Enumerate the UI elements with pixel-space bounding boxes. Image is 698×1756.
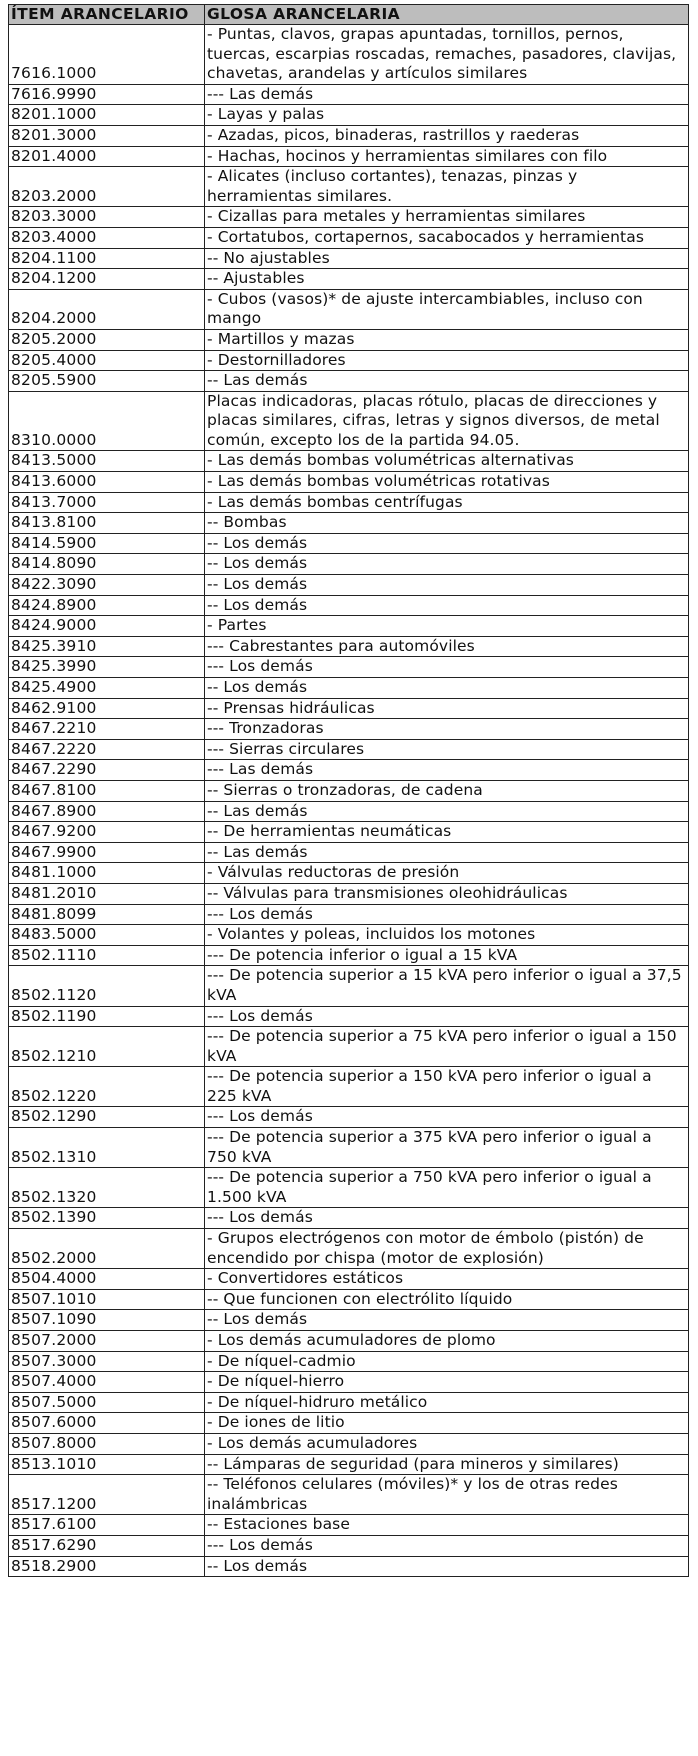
table-row	[9, 1168, 689, 1208]
table-row	[9, 575, 689, 596]
item-code-cell: 8414.8090	[9, 554, 205, 575]
description-cell: - Las demás bombas volumétricas rotativas	[205, 472, 689, 493]
item-code-cell: 8483.5000	[9, 925, 205, 946]
item-code-cell: 8425.3910	[9, 636, 205, 657]
description-cell: --- Los demás	[205, 1006, 689, 1027]
description-cell: - Puntas, clavos, grapas apuntadas, tornillos, pernos, tuercas, escarpias roscadas, remaches, pasadores, clavijas, chavetas, arandelas y artículos similares	[205, 25, 689, 85]
item-code-cell: 8424.8900	[9, 595, 205, 616]
description-cell: -- Válvulas para transmisiones oleohidráulicas	[205, 883, 689, 904]
item-code-cell: 8467.2290	[9, 760, 205, 781]
description-cell: -- Las demás	[205, 371, 689, 392]
table-row	[9, 904, 689, 925]
description-cell: - Martillos y mazas	[205, 329, 689, 350]
description-cell: - Cizallas para metales y herramientas similares	[205, 207, 689, 228]
table-row	[9, 616, 689, 637]
item-code-cell: 8201.4000	[9, 146, 205, 167]
item-code-cell: 8502.1220	[9, 1067, 205, 1107]
table-row	[9, 966, 689, 1006]
description-cell: - De iones de litio	[205, 1413, 689, 1434]
item-code-cell: 8481.8099	[9, 904, 205, 925]
description-cell: -- De herramientas neumáticas	[205, 822, 689, 843]
table-row	[9, 1351, 689, 1372]
table-row	[9, 269, 689, 290]
description-cell: - De níquel-cadmio	[205, 1351, 689, 1372]
table-row	[9, 125, 689, 146]
item-code-cell: 8507.1090	[9, 1310, 205, 1331]
table-row	[9, 227, 689, 248]
item-code-cell: 8502.2000	[9, 1229, 205, 1269]
table-row	[9, 84, 689, 105]
description-cell: - Válvulas reductoras de presión	[205, 863, 689, 884]
table-row	[9, 1128, 689, 1168]
description-cell: --- De potencia inferior o igual a 15 kVA	[205, 945, 689, 966]
table-row	[9, 1208, 689, 1229]
item-code-cell: 8502.1310	[9, 1128, 205, 1168]
item-code-cell: 8203.4000	[9, 227, 205, 248]
description-cell: - De níquel-hierro	[205, 1372, 689, 1393]
description-cell: - Cubos (vasos)* de ajuste intercambiables, incluso con mango	[205, 289, 689, 329]
table-row	[9, 925, 689, 946]
item-code-cell: 8507.2000	[9, 1331, 205, 1352]
description-cell: -- Los demás	[205, 575, 689, 596]
description-cell: -- Estaciones base	[205, 1515, 689, 1536]
item-code-cell: 8204.2000	[9, 289, 205, 329]
description-cell: --- Los demás	[205, 1535, 689, 1556]
table-row	[9, 945, 689, 966]
description-cell: --- Las demás	[205, 84, 689, 105]
tariff-document	[8, 4, 688, 1577]
table-row	[9, 248, 689, 269]
table-row	[9, 801, 689, 822]
description-cell: --- De potencia superior a 15 kVA pero inferior o igual a 37,5 kVA	[205, 966, 689, 1006]
item-code-cell: 8481.2010	[9, 883, 205, 904]
table-row	[9, 329, 689, 350]
description-cell: - Los demás acumuladores de plomo	[205, 1331, 689, 1352]
item-code-cell: 8201.3000	[9, 125, 205, 146]
description-cell: --- De potencia superior a 75 kVA pero inferior o igual a 150 kVA	[205, 1027, 689, 1067]
item-code-cell: 8481.1000	[9, 863, 205, 884]
description-cell: --- De potencia superior a 375 kVA pero inferior o igual a 750 kVA	[205, 1128, 689, 1168]
table-row	[9, 698, 689, 719]
description-cell: --- Cabrestantes para automóviles	[205, 636, 689, 657]
description-cell: -- Los demás	[205, 1310, 689, 1331]
item-code-cell: 8201.1000	[9, 105, 205, 126]
item-code-cell: 8518.2900	[9, 1556, 205, 1577]
item-code-cell: 8507.6000	[9, 1413, 205, 1434]
item-code-cell: 8204.1100	[9, 248, 205, 269]
item-code-cell: 8502.1190	[9, 1006, 205, 1027]
description-cell: - Cortatubos, cortapernos, sacabocados y herramientas	[205, 227, 689, 248]
item-code-cell: 8502.1290	[9, 1107, 205, 1128]
table-row	[9, 1027, 689, 1067]
description-cell: --- Las demás	[205, 760, 689, 781]
table-row	[9, 636, 689, 657]
item-code-cell: 8205.2000	[9, 329, 205, 350]
description-cell: - De níquel-hidruro metálico	[205, 1392, 689, 1413]
table-row	[9, 739, 689, 760]
table-row	[9, 719, 689, 740]
item-code-cell: 8507.3000	[9, 1351, 205, 1372]
item-code-cell: 8413.6000	[9, 472, 205, 493]
table-row	[9, 350, 689, 371]
item-code-cell: 8205.5900	[9, 371, 205, 392]
table-row	[9, 883, 689, 904]
description-cell: --- Los demás	[205, 1107, 689, 1128]
item-code-cell: 8517.6100	[9, 1515, 205, 1536]
description-cell: - Hachas, hocinos y herramientas similares con filo	[205, 146, 689, 167]
table-row	[9, 863, 689, 884]
item-code-cell: 8507.1010	[9, 1289, 205, 1310]
description-cell: -- Lámparas de seguridad (para mineros y similares)	[205, 1454, 689, 1475]
item-code-cell: 8425.3990	[9, 657, 205, 678]
table-row	[9, 533, 689, 554]
description-cell: --- Los demás	[205, 904, 689, 925]
item-code-cell: 8502.1110	[9, 945, 205, 966]
description-cell: -- Que funcionen con electrólito líquido	[205, 1289, 689, 1310]
table-row	[9, 371, 689, 392]
description-cell: --- Los demás	[205, 1208, 689, 1229]
description-cell: -- Los demás	[205, 595, 689, 616]
table-row	[9, 595, 689, 616]
description-cell: --- Tronzadoras	[205, 719, 689, 740]
description-cell: --- Los demás	[205, 657, 689, 678]
description-cell: -- Teléfonos celulares (móviles)* y los de otras redes inalámbricas	[205, 1475, 689, 1515]
item-code-cell: 8517.1200	[9, 1475, 205, 1515]
table-row	[9, 780, 689, 801]
description-cell: - Azadas, picos, binaderas, rastrillos y raederas	[205, 125, 689, 146]
item-code-cell: 8462.9100	[9, 698, 205, 719]
table-row	[9, 842, 689, 863]
description-cell: - Las demás bombas volumétricas alternativas	[205, 451, 689, 472]
item-code-cell: 8204.1200	[9, 269, 205, 290]
description-cell: -- Los demás	[205, 1556, 689, 1577]
item-code-cell: 8502.1120	[9, 966, 205, 1006]
table-row	[9, 1310, 689, 1331]
table-row	[9, 760, 689, 781]
item-code-cell: 8425.4900	[9, 678, 205, 699]
description-cell: -- Prensas hidráulicas	[205, 698, 689, 719]
description-cell: --- De potencia superior a 750 kVA pero inferior o igual a 1.500 kVA	[205, 1168, 689, 1208]
description-cell: -- Los demás	[205, 554, 689, 575]
description-cell: - Grupos electrógenos con motor de émbolo (pistón) de encendido por chispa (motor de explosión)	[205, 1229, 689, 1269]
table-row	[9, 1006, 689, 1027]
table-row	[9, 1454, 689, 1475]
table-row	[9, 678, 689, 699]
table-row	[9, 1067, 689, 1107]
table-row	[9, 167, 689, 207]
item-code-cell: 8424.9000	[9, 616, 205, 637]
table-row	[9, 1107, 689, 1128]
item-code-cell: 8502.1210	[9, 1027, 205, 1067]
description-cell: - Partes	[205, 616, 689, 637]
description-cell: -- Los demás	[205, 678, 689, 699]
table-row	[9, 554, 689, 575]
table-row	[9, 391, 689, 451]
description-cell: -- Los demás	[205, 533, 689, 554]
description-cell: - Destornilladores	[205, 350, 689, 371]
item-code-cell: 8205.4000	[9, 350, 205, 371]
table-header-row	[9, 5, 689, 25]
item-code-cell: 7616.9990	[9, 84, 205, 105]
description-cell: - Convertidores estáticos	[205, 1269, 689, 1290]
table-row	[9, 1556, 689, 1577]
table-row	[9, 1515, 689, 1536]
table-row	[9, 1413, 689, 1434]
table-row	[9, 1535, 689, 1556]
item-code-cell: 8517.6290	[9, 1535, 205, 1556]
description-cell: Placas indicadoras, placas rótulo, placas de direcciones y placas similares, cifras, letras y signos diversos, de metal común, excepto los de la partida 94.05.	[205, 391, 689, 451]
item-code-cell: 8513.1010	[9, 1454, 205, 1475]
table-row	[9, 1331, 689, 1352]
item-code-cell: 8467.9200	[9, 822, 205, 843]
table-row	[9, 472, 689, 493]
description-cell: - Volantes y poleas, incluidos los motones	[205, 925, 689, 946]
description-cell: - Los demás acumuladores	[205, 1433, 689, 1454]
item-code-cell: 8414.5900	[9, 533, 205, 554]
table-row	[9, 146, 689, 167]
table-row	[9, 105, 689, 126]
table-row	[9, 1372, 689, 1393]
item-code-cell: 8502.1390	[9, 1208, 205, 1229]
item-code-cell: 8203.2000	[9, 167, 205, 207]
item-code-cell: 8203.3000	[9, 207, 205, 228]
table-row	[9, 1229, 689, 1269]
item-code-cell: 8413.5000	[9, 451, 205, 472]
table-row	[9, 451, 689, 472]
table-row	[9, 1433, 689, 1454]
table-row	[9, 289, 689, 329]
item-code-cell: 8467.8900	[9, 801, 205, 822]
table-body	[9, 25, 689, 1577]
table-row	[9, 657, 689, 678]
header-item-arancelario: ÍTEM ARANCELARIO	[9, 5, 205, 25]
item-code-cell: 8413.7000	[9, 492, 205, 513]
table-row	[9, 822, 689, 843]
item-code-cell: 8413.8100	[9, 513, 205, 534]
item-code-cell: 8504.4000	[9, 1269, 205, 1290]
tariff-table	[8, 4, 689, 1577]
table-row	[9, 1475, 689, 1515]
description-cell: - Las demás bombas centrífugas	[205, 492, 689, 513]
item-code-cell: 8507.8000	[9, 1433, 205, 1454]
description-cell: --- De potencia superior a 150 kVA pero inferior o igual a 225 kVA	[205, 1067, 689, 1107]
item-code-cell: 8310.0000	[9, 391, 205, 451]
table-row	[9, 1392, 689, 1413]
description-cell: -- Sierras o tronzadoras, de cadena	[205, 780, 689, 801]
item-code-cell: 8502.1320	[9, 1168, 205, 1208]
table-row	[9, 513, 689, 534]
table-row	[9, 25, 689, 85]
header-glosa-arancelaria: GLOSA ARANCELARIA	[205, 5, 689, 25]
item-code-cell: 8467.9900	[9, 842, 205, 863]
description-cell: -- Ajustables	[205, 269, 689, 290]
item-code-cell: 8467.8100	[9, 780, 205, 801]
description-cell: -- Las demás	[205, 801, 689, 822]
description-cell: -- Bombas	[205, 513, 689, 534]
item-code-cell: 8507.5000	[9, 1392, 205, 1413]
item-code-cell: 8422.3090	[9, 575, 205, 596]
table-row	[9, 207, 689, 228]
description-cell: - Alicates (incluso cortantes), tenazas, pinzas y herramientas similares.	[205, 167, 689, 207]
description-cell: - Layas y palas	[205, 105, 689, 126]
item-code-cell: 8467.2210	[9, 719, 205, 740]
item-code-cell: 8467.2220	[9, 739, 205, 760]
table-row	[9, 1289, 689, 1310]
description-cell: -- No ajustables	[205, 248, 689, 269]
description-cell: -- Las demás	[205, 842, 689, 863]
item-code-cell: 8507.4000	[9, 1372, 205, 1393]
table-row	[9, 1269, 689, 1290]
item-code-cell: 7616.1000	[9, 25, 205, 85]
table-row	[9, 492, 689, 513]
description-cell: --- Sierras circulares	[205, 739, 689, 760]
